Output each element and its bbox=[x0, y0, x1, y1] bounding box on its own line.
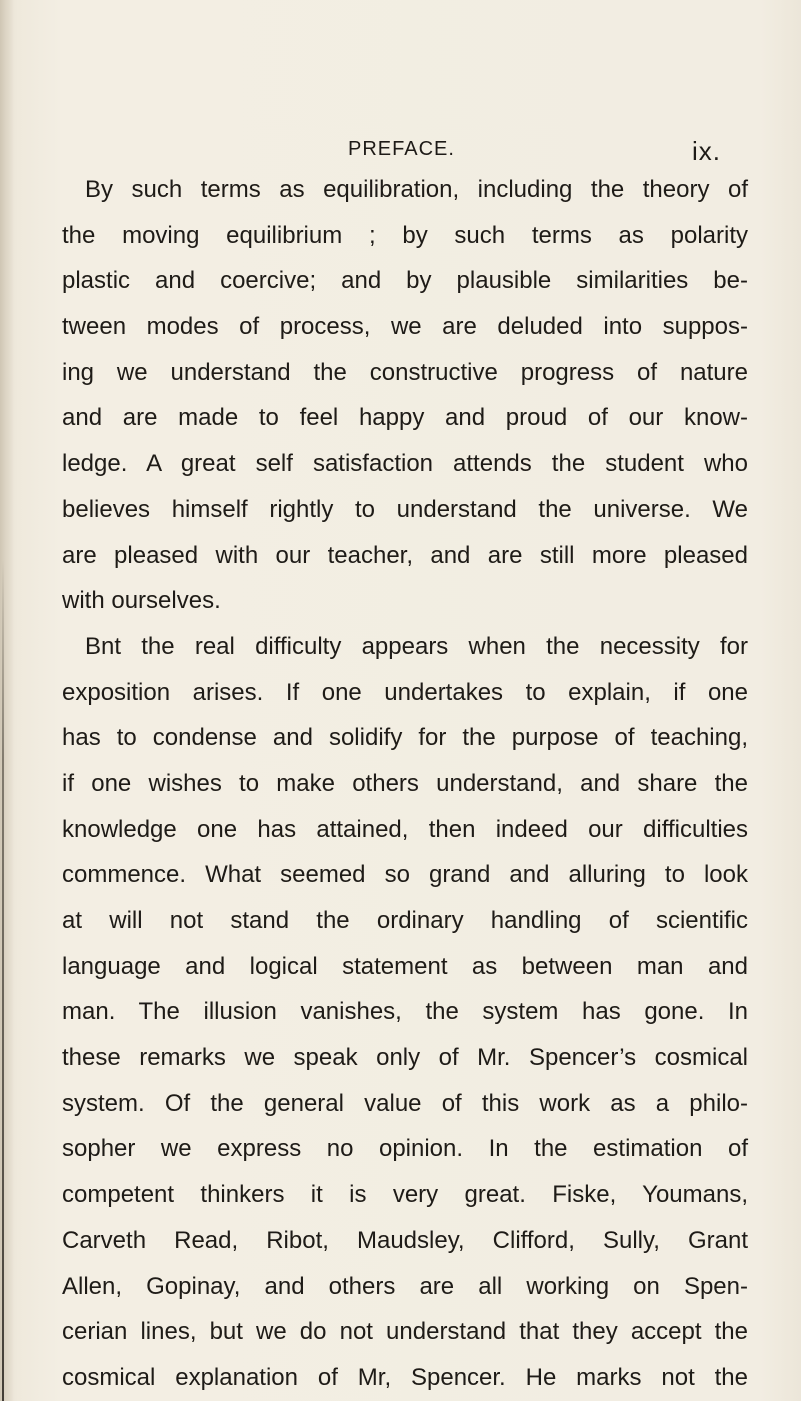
text-line: tween modes of process, we are deluded into suppos- bbox=[62, 313, 748, 341]
text-line: competent thinkers it is very great. Fiske, Youmans, bbox=[62, 1181, 748, 1209]
text-line: system. Of the general value of this work as a philo- bbox=[62, 1089, 748, 1117]
text-line: and are made to feel happy and proud of our know- bbox=[62, 404, 748, 432]
text-line: at will not stand the ordinary handling of scientific bbox=[62, 907, 748, 934]
text-line: language and logical statement as between man and bbox=[62, 952, 748, 980]
page-number: ix. bbox=[692, 136, 721, 166]
text-line: cerian lines, but we do not understand that they accept the bbox=[62, 1318, 748, 1346]
text-line: are pleased with our teacher, and are still more pleased bbox=[62, 541, 748, 569]
text-line: commence. What seemed so grand and alluring to look bbox=[62, 861, 748, 889]
text-line: the moving equilibrium ; by such terms as polarity bbox=[62, 221, 748, 249]
running-head: PREFACE. bbox=[348, 138, 455, 160]
text-line: Carveth Read, Ribot, Maudsley, Clifford, Sully, Grant bbox=[62, 1226, 748, 1254]
binding-edge bbox=[2, 560, 4, 1401]
text-line: cosmical explanation of Mr, Spencer. He marks not the bbox=[62, 1363, 748, 1391]
text-line: ledge. A great self satisfaction attends the student who bbox=[62, 450, 748, 478]
body-text bbox=[62, 167, 748, 1401]
text-line: sopher we express no opinion. In the estimation of bbox=[62, 1135, 748, 1163]
text-line: By such terms as equilibration, including the theory of bbox=[85, 176, 748, 203]
text-line: with ourselves. bbox=[62, 587, 221, 615]
text-line: knowledge one has attained, then indeed our difficulties bbox=[62, 815, 748, 843]
text-line: if one wishes to make others understand, and share the bbox=[62, 769, 748, 797]
text-line: Bnt the real difficulty appears when the necessity for bbox=[85, 632, 748, 660]
text-line: man. The illusion vanishes, the system has gone. In bbox=[62, 998, 748, 1026]
text-line: believes himself rightly to understand the universe. We bbox=[62, 495, 748, 523]
text-line: exposition arises. If one undertakes to explain, if one bbox=[62, 678, 748, 706]
text-line: has to condense and solidify for the purpose of teaching, bbox=[62, 724, 748, 752]
text-line: Allen, Gopinay, and others are all working on Spen- bbox=[62, 1272, 748, 1300]
text-line: ing we understand the constructive progress of nature bbox=[62, 358, 748, 386]
text-line: these remarks we speak only of Mr. Spencer’s cosmical bbox=[62, 1044, 748, 1072]
text-line: plastic and coercive; and by plausible similarities be- bbox=[62, 267, 748, 295]
page-header bbox=[348, 138, 728, 168]
